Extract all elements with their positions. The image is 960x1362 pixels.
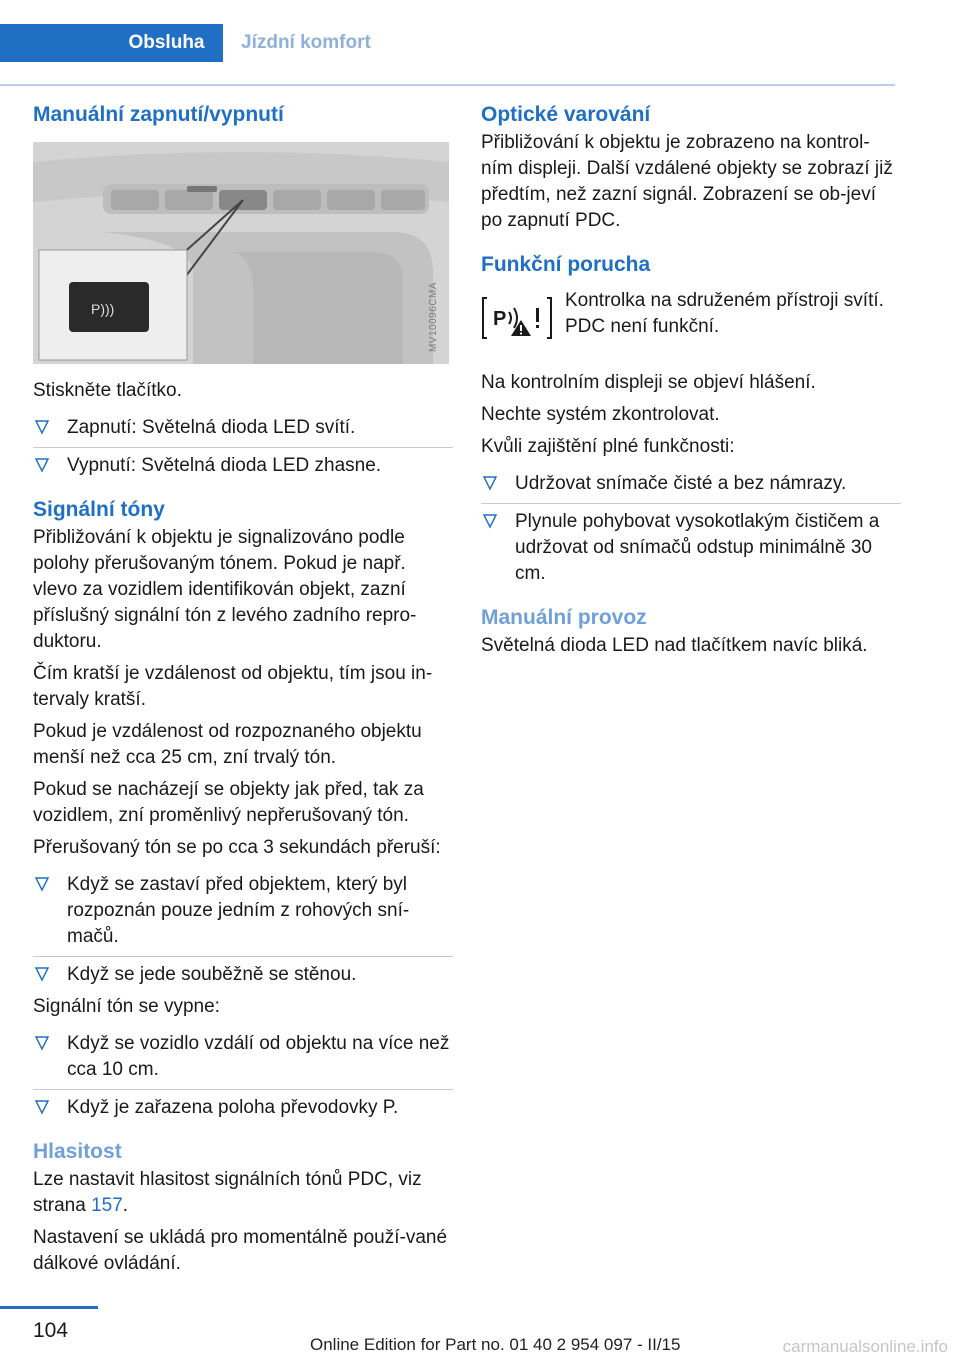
right-column <box>481 100 901 665</box>
triangle-bullet-icon <box>35 1035 49 1051</box>
fault-paragraph-2: Nechte systém zkontrolovat. <box>481 404 720 425</box>
triangle-bullet-icon <box>35 419 49 435</box>
pdc-warning-icon <box>481 294 553 342</box>
optical-paragraph: Přibližování k objektu je zobrazeno na kontrol‐ním displeji. Další vzdálené objekty se zobrazí již předtím, než zazní signál. Zobrazení se ob‐jeví po zapnutí PDC. <box>481 132 893 231</box>
triangle-bullet-icon <box>35 966 49 982</box>
interrupt-list <box>33 867 453 994</box>
list-item: Vypnutí: Světelná dioda LED zhasne. <box>33 447 453 485</box>
pdc-button-photo <box>33 142 449 364</box>
triangle-bullet-icon <box>483 513 497 529</box>
header-tabbar <box>0 24 895 62</box>
volume-paragraph-2: Nastavení se ukládá pro momentálně použí‐vané dálkové ovládání. <box>33 1227 448 1274</box>
heading-manual-onoff: Manuální zapnutí/vypnutí <box>33 103 284 126</box>
tab-jizdni-komfort-label: Jízdní komfort <box>241 32 371 53</box>
volume-paragraph-1: Lze nastavit hlasitost signálních tónů PDC, viz strana 157. <box>33 1169 422 1216</box>
fault-paragraph-3: Kvůli zajištění plné funkčnosti: <box>481 436 735 457</box>
list-item: Zapnutí: Světelná dioda LED svítí. <box>33 410 453 447</box>
list-item: Plynule pohybovat vysokotlakým čističem a udržovat od snímačů odstup minimálně 30 cm. <box>481 503 901 593</box>
off-conditions-list <box>33 1026 453 1127</box>
press-button-text: Stiskněte tlačítko. <box>33 380 182 401</box>
fault-paragraph-1: Na kontrolním displeji se objeví hlášení. <box>481 372 816 393</box>
manual-operation-paragraph: Světelná dioda LED nad tlačítkem navíc bliká. <box>481 635 868 656</box>
svg-text:P: P <box>493 308 507 330</box>
tab-jizdni-komfort[interactable] <box>241 24 371 62</box>
header-divider <box>0 84 895 86</box>
svg-text:P))): P))) <box>91 301 115 317</box>
triangle-bullet-icon <box>483 475 497 491</box>
list-item: Když se zastaví před objektem, který byl rozpoznán pouze jedním z rohových sní‐mačů. <box>33 867 453 956</box>
edition-text: Online Edition for Part no. 01 40 2 954 097 - II/15 <box>310 1335 681 1354</box>
triangle-bullet-icon <box>35 876 49 892</box>
tab-obsluha-label: Obsluha <box>128 32 205 53</box>
list-item: Když se vozidlo vzdálí od objektu na více než cca 10 cm. <box>33 1026 453 1089</box>
page-link-157[interactable]: 157 <box>91 1195 123 1216</box>
signals-paragraph-2: Čím kratší je vzdálenost od objektu, tím jsou in‐tervaly kratší. <box>33 663 433 710</box>
signals-off-text: Signální tón se vypne: <box>33 996 220 1017</box>
triangle-bullet-icon <box>35 457 49 473</box>
heading-volume: Hlasitost <box>33 1140 122 1163</box>
page-number: 104 <box>33 1319 69 1342</box>
pdc-warning-block <box>481 288 901 360</box>
signals-paragraph-1: Přibližování k objektu je signalizováno podle polohy přerušovaným tónem. Pokud je např. vlevo za vozidlem identifikován objekt, zazní příslušný signální tón z levého zadního repro‐duktoru. <box>33 527 417 652</box>
tab-obsluha[interactable] <box>0 24 223 62</box>
watermark-text: carmanualsonline.info <box>782 1337 948 1356</box>
list-item: Když je zařazena poloha převodovky P. <box>33 1089 453 1127</box>
heading-optical-warning: Optické varování <box>481 103 651 126</box>
footer-accent-line <box>0 1306 98 1309</box>
functionality-list <box>481 466 901 593</box>
heading-signal-tones: Signální tóny <box>33 498 165 521</box>
triangle-bullet-icon <box>35 1099 49 1115</box>
left-column <box>33 100 453 1283</box>
signals-paragraph-4: Pokud se nacházejí se objekty jak před, tak za vozidlem, zní proměnlivý nepřerušovaný tón. <box>33 779 424 826</box>
console-illustration <box>33 142 449 364</box>
signals-paragraph-3: Pokud je vzdálenost od rozpoznaného objektu menší než cca 25 cm, zní trvalý tón. <box>33 721 422 768</box>
photo-reference-code: MV10096CMA <box>428 282 439 353</box>
pdc-warning-text: Kontrolka na sdruženém přístroji svítí. PDC není funkční. <box>565 290 884 337</box>
led-status-list <box>33 410 453 485</box>
list-item: Udržovat snímače čisté a bez námrazy. <box>481 466 901 503</box>
heading-manual-operation: Manuální provoz <box>481 606 647 629</box>
signals-paragraph-5: Přerušovaný tón se po cca 3 sekundách přeruší: <box>33 837 441 858</box>
heading-malfunction: Funkční porucha <box>481 253 651 276</box>
list-item: Když se jede souběžně se stěnou. <box>33 956 453 994</box>
